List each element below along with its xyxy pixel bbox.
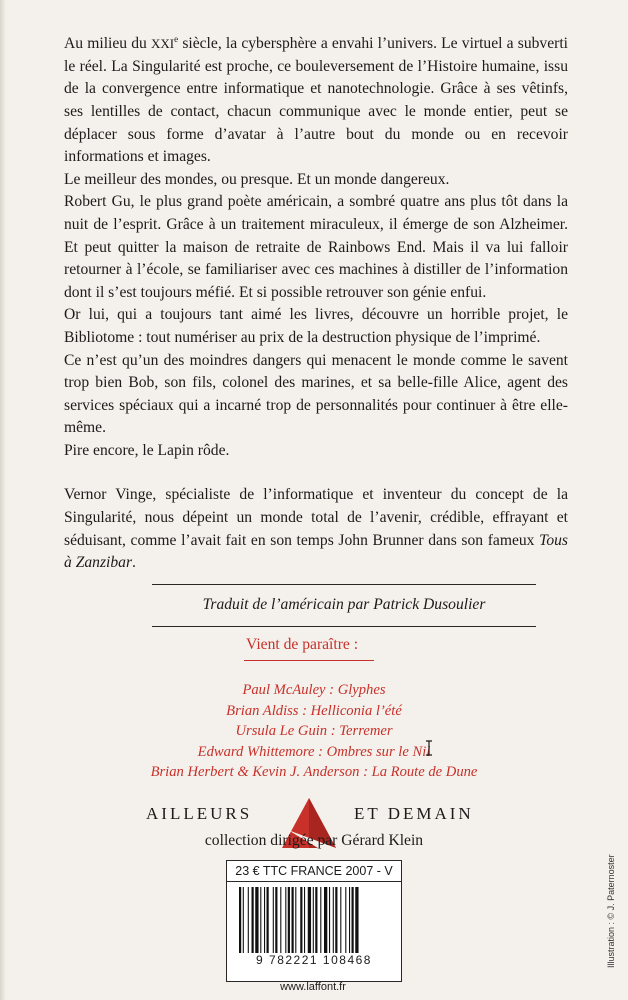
- barcode-icon: [239, 887, 391, 953]
- author-paragraph: Vernor Vinge, spécialiste de l’informatique et inventeur du concept de la Singularité, nous dépeint un monde total de l’avenir, crédible, effrayant et séduisant, comme l’avait fait en son temps John Brunner dans son fameux Tous à Zanzibar.: [64, 486, 568, 572]
- new-releases-underline: [244, 660, 374, 661]
- illustration-credit-text: Illustration : © J. Paternoster: [606, 854, 616, 968]
- collection-name-right: ET DEMAIN: [354, 804, 474, 823]
- blurb-paragraph: Pire encore, le Lapin rôde.: [64, 441, 230, 459]
- page-edge: [0, 0, 6, 1000]
- blurb-paragraph: Au milieu du XXIe siècle, la cybersphère a envahi l’univers. Le virtuel a subverti le réel. La Singularité est proche, ce bouleversement de l’Histoire humaine, issu de la convergence entre informatique et nanotechnologie. Grâce à ses vêtinfs, ses lentilles de contact, chacun communique avec le monde entier, peut se déplacer sous forme d’avatar à l’autre bout du monde ou en recevoir informations et images.: [64, 34, 568, 166]
- barcode-panel: [226, 860, 402, 982]
- translator-credit: Traduit de l’américain par Patrick Dusoulier: [202, 596, 486, 613]
- price-label: 23 € TTC FRANCE 2007 - V: [227, 861, 401, 882]
- publisher-website: www.laffont.fr: [280, 981, 346, 993]
- illustration-credit: [606, 798, 620, 968]
- release-item: Ursula Le Guin : Terremer: [235, 723, 393, 740]
- blurb-paragraph: Le meilleur des mondes, ou presque. Et un monde dangereux.: [64, 170, 450, 188]
- blurb-paragraph: Ce n’est qu’un des moindres dangers qui menacent le monde comme le savent trop bien Bob, son fils, colonel des marines, et sa belle-fille Alice, agent des services spéciaux qui a incarné trop de personnalités pour continuer à être elle-même.: [64, 351, 568, 437]
- new-releases-list: [0, 680, 628, 783]
- collection-director: collection dirigée par Gérard Klein: [204, 832, 424, 849]
- release-item: Paul McAuley : Glyphes: [242, 682, 386, 698]
- release-item: Brian Aldiss : Helliconia l’été: [226, 702, 402, 719]
- blurb-paragraph: Or lui, qui a toujours tant aimé les livres, découvre un horrible projet, le Bibliotome : tout numériser au prix de la destruction physique de l’imprimé.: [64, 306, 568, 346]
- century-superscript: e: [174, 34, 179, 44]
- divider-top: [152, 584, 536, 585]
- isbn-number: 9 782221 108468: [256, 953, 372, 967]
- collection-name-left: AILLEURS: [146, 804, 253, 823]
- text-cursor-icon: [424, 740, 434, 756]
- divider-bottom: [152, 626, 536, 627]
- referenced-book-title: Tous à Zanzibar: [64, 531, 568, 572]
- blurb-paragraph: Robert Gu, le plus grand poète américain, a sombré quatre ans plus tôt dans la nuit de l’esprit. Grâce à un traitement miraculeux, il émerge de son Alzheimer. Et peut quitter la maison de retraite de Rainbows End. Mais il va lui falloir retourner à l’école, se familiariser avec ces machines à distiller de l’information dont il s’est toujours méfié. Et si possible retrouver son génie enfui.: [64, 193, 568, 301]
- release-item: Brian Herbert & Kevin J. Anderson : La Route de Dune: [150, 764, 478, 781]
- back-cover-blurb: [64, 28, 568, 575]
- century-numeral: XXI: [151, 36, 175, 52]
- release-item: Edward Whittemore : Ombres sur le Nil: [197, 743, 431, 760]
- new-releases-heading: Vient de paraître :: [246, 636, 359, 653]
